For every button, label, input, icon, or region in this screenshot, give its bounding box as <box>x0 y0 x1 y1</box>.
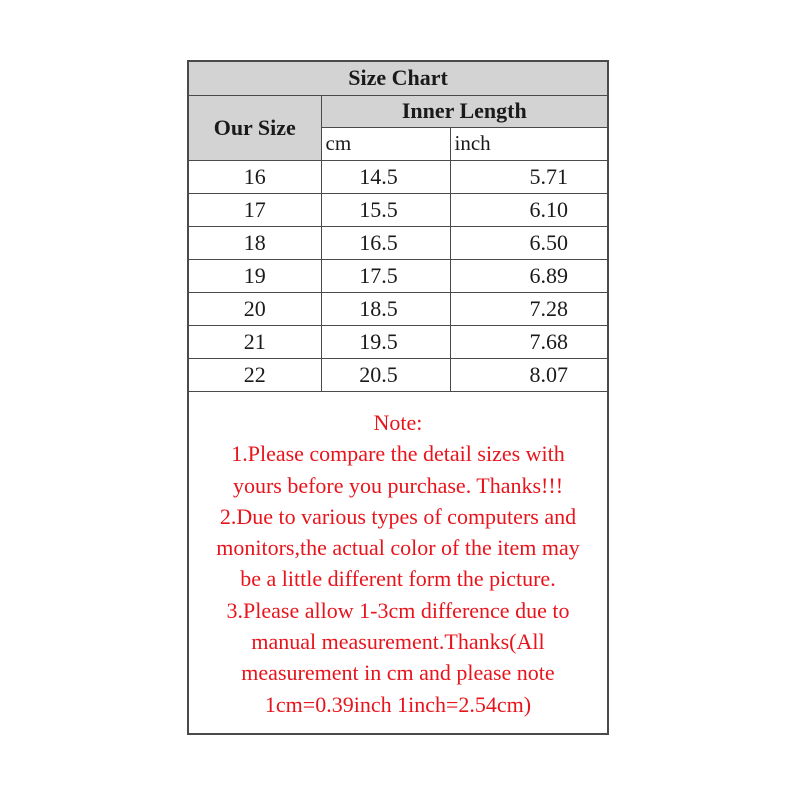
table-row <box>189 226 607 259</box>
note-heading: Note: <box>373 410 423 435</box>
our-size-header: Our Size <box>189 95 321 160</box>
size-chart-frame <box>187 60 609 735</box>
size-cell: 20 <box>189 292 321 325</box>
cm-cell: 16.5 <box>321 226 450 259</box>
size-cell: 19 <box>189 259 321 292</box>
unit-inch-header: inch <box>450 127 607 160</box>
note-line: 2.Due to various types of computers and <box>219 503 577 529</box>
cm-cell: 20.5 <box>321 358 450 391</box>
note-line: be a little different form the picture. <box>240 566 556 592</box>
cm-cell: 17.5 <box>321 259 450 292</box>
note-line: 3.Please allow 1-3cm difference due to <box>226 597 570 623</box>
inch-cell: 6.50 <box>450 226 607 259</box>
note-line: 1.Please compare the detail sizes with <box>231 441 565 467</box>
table-row <box>189 358 607 391</box>
size-chart-table <box>189 62 607 392</box>
inch-cell: 6.89 <box>450 259 607 292</box>
inner-length-header: Inner Length <box>321 95 607 127</box>
cm-cell: 15.5 <box>321 193 450 226</box>
table-title: Size Chart <box>189 62 607 95</box>
table-row <box>189 259 607 292</box>
note-line: manual measurement.Thanks(All <box>251 629 545 655</box>
cm-cell: 19.5 <box>321 325 450 358</box>
note-line: monitors,the actual color of the item may <box>216 535 580 561</box>
inch-cell: 7.28 <box>450 292 607 325</box>
unit-cm-header: cm <box>321 127 450 160</box>
cm-cell: 18.5 <box>321 292 450 325</box>
inch-cell: 6.10 <box>450 193 607 226</box>
note-line: measurement in cm and please note <box>241 660 555 686</box>
note-line: 1cm=0.39inch 1inch=2.54cm) <box>264 691 532 717</box>
inch-cell: 7.68 <box>450 325 607 358</box>
table-row <box>189 292 607 325</box>
table-row <box>189 160 607 193</box>
size-cell: 22 <box>189 358 321 391</box>
inch-cell: 5.71 <box>450 160 607 193</box>
table-row <box>189 193 607 226</box>
size-cell: 16 <box>189 160 321 193</box>
size-cell: 17 <box>189 193 321 226</box>
table-row <box>189 325 607 358</box>
notes-section <box>189 394 607 720</box>
inch-cell: 8.07 <box>450 358 607 391</box>
size-cell: 21 <box>189 325 321 358</box>
size-cell: 18 <box>189 226 321 259</box>
note-line: yours before you purchase. Thanks!!! <box>232 472 564 498</box>
cm-cell: 14.5 <box>321 160 450 193</box>
